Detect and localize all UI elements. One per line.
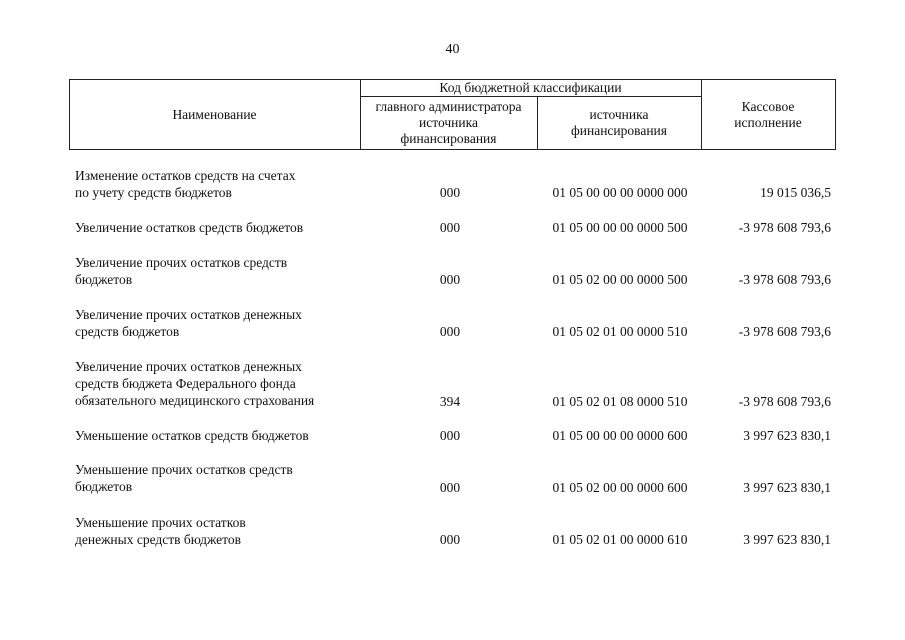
row-amount: -3 978 608 793,6 xyxy=(738,220,831,235)
header-admin-line-3: финансирования xyxy=(400,131,497,146)
row-amount: 3 997 623 830,1 xyxy=(743,428,831,443)
row-source-code: 01 05 02 01 00 0000 610 xyxy=(552,532,688,547)
row-name-line: денежных средств бюджетов xyxy=(75,532,242,547)
row-admin-code: 000 xyxy=(439,480,461,495)
row-amount: 3 997 623 830,1 xyxy=(743,532,831,547)
header-code-group-label: Код бюджетной классификации xyxy=(439,80,622,95)
row-name xyxy=(75,219,375,236)
row-amount: -3 978 608 793,6 xyxy=(738,324,831,339)
header-execution xyxy=(701,80,835,149)
row-name-line: средств бюджета Федерального фонда xyxy=(75,376,296,391)
row-name xyxy=(75,358,375,409)
row-name-line: Изменение остатков средств на счетах xyxy=(75,168,296,183)
row-admin-code: 000 xyxy=(439,220,461,235)
row-name-line: средств бюджетов xyxy=(75,324,180,339)
header-code-group xyxy=(360,80,701,96)
header-name xyxy=(69,80,360,149)
row-admin-code: 000 xyxy=(439,532,461,547)
header-execution-line-2: исполнение xyxy=(734,114,802,130)
row-name xyxy=(75,254,375,288)
row-admin-code: 394 xyxy=(439,394,461,409)
row-amount: 3 997 623 830,1 xyxy=(743,480,831,495)
row-admin-code: 000 xyxy=(439,428,461,443)
row-name-line: Уменьшение остатков средств бюджетов xyxy=(75,428,309,443)
row-name xyxy=(75,306,375,340)
header-execution-line-1: Кассовое xyxy=(741,98,795,114)
row-amount: -3 978 608 793,6 xyxy=(738,272,831,287)
row-name-line: бюджетов xyxy=(75,272,133,287)
row-admin-code: 000 xyxy=(439,185,461,200)
row-name-line: Увеличение прочих остатков денежных xyxy=(75,359,302,374)
row-name-line: Увеличение прочих остатков средств xyxy=(75,255,288,270)
row-name-line: Уменьшение прочих остатков средств xyxy=(75,462,293,477)
row-name xyxy=(75,514,375,548)
page-number: 40 xyxy=(445,42,460,57)
header-admin xyxy=(360,97,537,149)
row-name xyxy=(75,461,375,495)
header-source-line-1: источника xyxy=(589,107,649,122)
row-source-code: 01 05 02 00 00 0000 600 xyxy=(552,480,688,495)
row-amount: -3 978 608 793,6 xyxy=(738,394,831,409)
row-name-line: бюджетов xyxy=(75,479,133,494)
row-name-line: обязательного медицинского страхования xyxy=(75,393,315,408)
row-source-code: 01 05 00 00 00 0000 600 xyxy=(552,428,688,443)
row-source-code: 01 05 02 01 08 0000 510 xyxy=(552,394,688,409)
row-source-code: 01 05 02 00 00 0000 500 xyxy=(552,272,688,287)
row-amount: 19 015 036,5 xyxy=(760,185,831,200)
row-admin-code: 000 xyxy=(439,324,461,339)
header-name-label: Наименование xyxy=(172,106,257,122)
row-admin-code: 000 xyxy=(439,272,461,287)
header-source xyxy=(537,97,701,149)
header-admin-line-1: главного администратора xyxy=(375,99,522,114)
header-border-right xyxy=(835,80,836,149)
row-name-line: по учету средств бюджетов xyxy=(75,185,232,200)
row-name xyxy=(75,167,375,201)
row-source-code: 01 05 00 00 00 0000 000 xyxy=(552,185,688,200)
table-header xyxy=(69,79,836,150)
row-name xyxy=(75,427,375,444)
row-source-code: 01 05 02 01 00 0000 510 xyxy=(552,324,688,339)
header-source-line-2: финансирования xyxy=(571,123,667,138)
row-name-line: Увеличение остатков средств бюджетов xyxy=(75,220,304,235)
row-name-line: Увеличение прочих остатков денежных xyxy=(75,307,302,322)
header-admin-line-2: источника xyxy=(419,115,478,130)
row-name-line: Уменьшение прочих остатков xyxy=(75,515,246,530)
row-source-code: 01 05 00 00 00 0000 500 xyxy=(552,220,688,235)
